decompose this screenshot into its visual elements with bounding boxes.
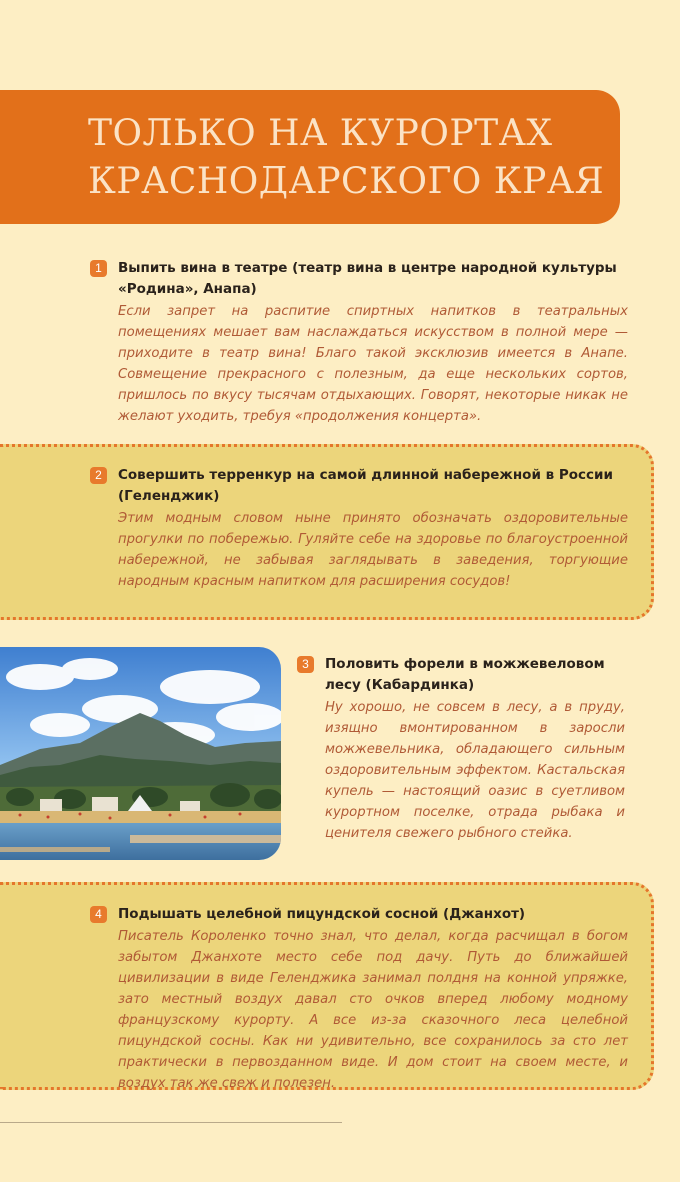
mountain-beach-illustration: [0, 647, 281, 860]
item-number-badge: 2: [90, 467, 107, 484]
item-description: Писатель Короленко точно знал, что делал, когда расчищал в богом забытом Джанхоте место себе под дачу. Путь до ближайшей цивилизации в виде Геленджика занимал полдня на конной упряжке, зато местный воздух давал сто очков вперед любому модному французскому курорту. А все из-за сказочного леса целебной пицундской сосны. Как ни удивительно, все сохранилось за сто лет практически в первозданном виде. И дом стоит на своем месте, и воздух так же свеж и полезен.: [118, 929, 628, 1091]
list-item-2: [90, 465, 628, 592]
item-title: Подышать целебной пицундской сосной (Джанхот): [118, 906, 526, 922]
list-item-3: [297, 654, 625, 844]
footnote-divider: [0, 1122, 342, 1123]
item-description: Ну хорошо, не совсем в лесу, а в пруду, изящно вмонтированном в заросли можжевельника, обладающего сильным оздоровительным эффектом. Кастальская купель — настоящий оазис в суетливом курортном поселке, отрада рыбака и ценителя свежего рыбного стейка.: [325, 700, 625, 841]
item-description: Этим модным словом ныне принято обозначать оздоровительные прогулки по побережью. Гуляйте себе на здоровье по благоустроенной набережной, не забывая заглядывать в заведения, торгующие народным красным напитком для расширения сосудов!: [118, 511, 628, 589]
item-description: Если запрет на распитие спиртных напитков в театральных помещениях мешает вам наслаждаться искусством в полной мере — приходите в театр вина! Благо такой эксклюзив имеется в Анапе. Совмещение прекрасного с полезным, да еще нескольких сортов, пришлось по вкусу тысячам отдыхающих. Говорят, некоторые никак не желают уходить, требуя «продолжения концерта».: [118, 304, 628, 424]
item-number-badge: 4: [90, 906, 107, 923]
item-number-badge: 3: [297, 656, 314, 673]
resort-photo: [0, 647, 281, 860]
title-banner: [0, 90, 620, 224]
item-title: Выпить вина в театре (театр вина в центре народной культуры «Родина», Анапа): [118, 260, 617, 297]
list-item-4: [90, 904, 628, 1094]
item-title: Совершить терренкур на самой длинной набережной в России (Геленджик): [118, 467, 613, 504]
list-item-1: [90, 258, 628, 427]
item-number-badge: 1: [90, 260, 107, 277]
item-title: Половить форели в можжевеловом лесу (Кабардинка): [325, 656, 605, 693]
page-title: ТОЛЬКО НА КУРОРТАХ КРАСНОДАРСКОГО КРАЯ: [88, 113, 605, 202]
